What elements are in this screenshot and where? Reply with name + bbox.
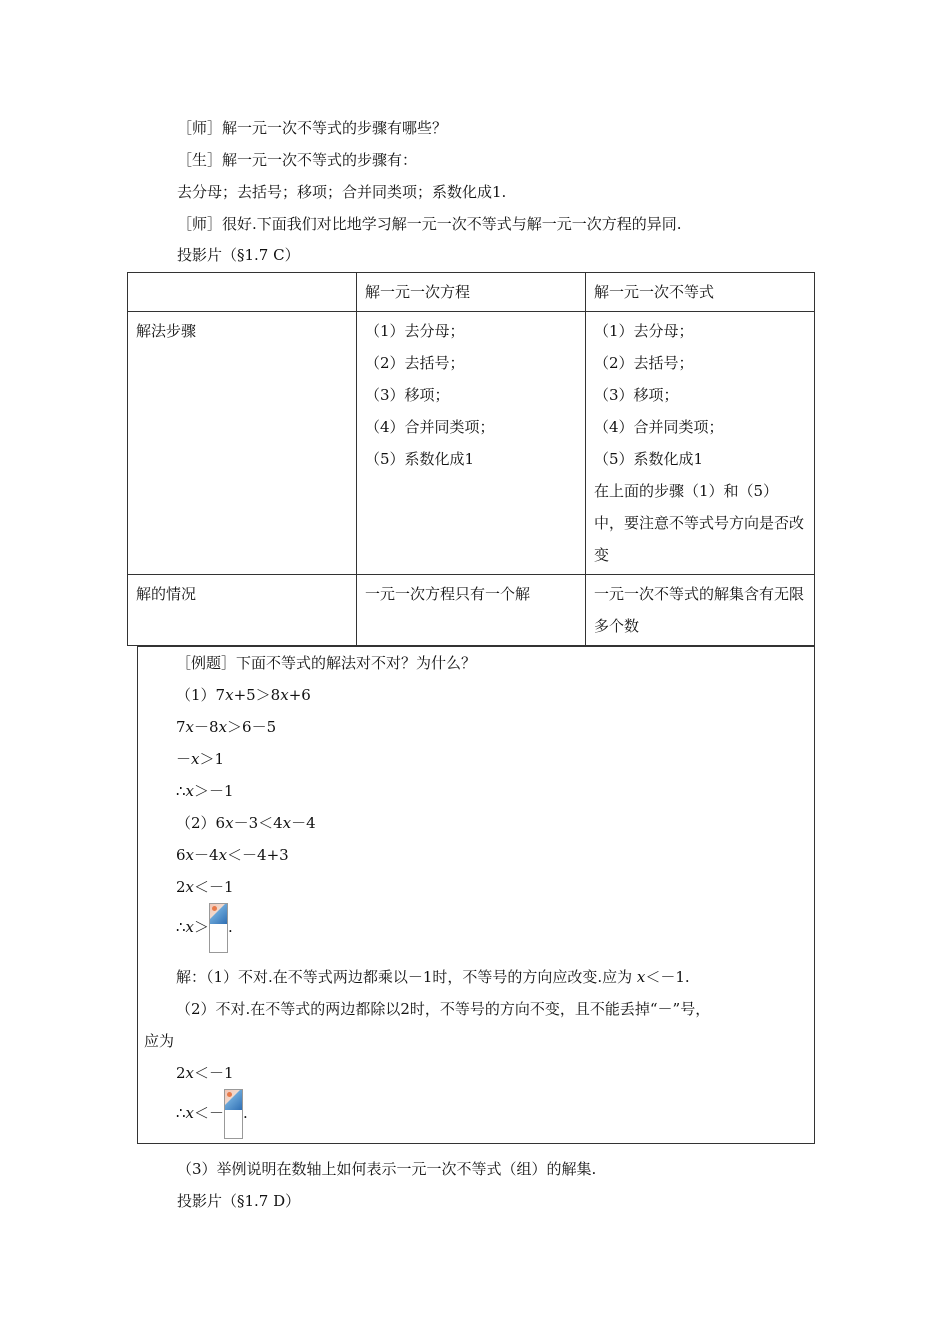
problem-2-step-3: ∴x＞ . bbox=[176, 903, 233, 953]
list-item: （2）去括号； bbox=[593, 354, 694, 372]
table-row-solutions bbox=[128, 575, 815, 646]
solution-2-line-2: 应为 bbox=[144, 1032, 175, 1050]
equation-steps-cell bbox=[356, 312, 585, 575]
list-item: （3）移项； bbox=[364, 386, 450, 404]
equation-solution-cell: 一元一次方程只有一个解 bbox=[356, 575, 585, 646]
list-item: （2）去括号； bbox=[364, 354, 465, 372]
inequality-note: 在上面的步骤（1）和（5）中，要注意不等式号方向是否改变 bbox=[593, 482, 804, 564]
problem-1-step-2: －x＞1 bbox=[176, 750, 225, 768]
problem-2-step-2: 2x＜－1 bbox=[176, 878, 234, 896]
table-row-steps bbox=[128, 312, 815, 575]
example-title: ［例题］下面不等式的解法对不对？为什么？ bbox=[176, 654, 477, 672]
steps-list: 去分母；去括号；移项；合并同类项；系数化成1. bbox=[177, 183, 507, 201]
header-cell-equation: 解一元一次方程 bbox=[356, 273, 585, 312]
teacher-comment: ［师］很好.下面我们对比地学习解一元一次不等式与解一元一次方程的异同. bbox=[177, 215, 682, 233]
example-box bbox=[137, 646, 815, 1144]
problem-2: （2）6x－3＜4x－4 bbox=[176, 814, 316, 832]
problem-1: （1）7x+5＞8x+6 bbox=[176, 686, 311, 704]
problem-2-step-1: 6x－4x＜－4+3 bbox=[176, 846, 289, 864]
table-header-row bbox=[128, 273, 815, 312]
list-item: （5）系数化成1 bbox=[593, 450, 704, 468]
list-item: （4）合并同类项； bbox=[593, 418, 724, 436]
broken-image-icon bbox=[224, 1089, 243, 1139]
inequality-solution-cell: 一元一次不等式的解集含有无限多个数 bbox=[585, 575, 814, 646]
broken-image-icon bbox=[209, 903, 228, 953]
list-item: （1）去分母； bbox=[593, 322, 694, 340]
teacher-question: ［师］解一元一次不等式的步骤有哪些？ bbox=[177, 119, 448, 137]
slide-caption-c: 投影片（§1.7 C） bbox=[177, 246, 300, 264]
point-3: （3）举例说明在数轴上如何表示一元一次不等式（组）的解集. bbox=[177, 1160, 597, 1178]
list-item: （5）系数化成1 bbox=[364, 450, 475, 468]
header-cell-empty bbox=[128, 273, 357, 312]
row-label-solutions: 解的情况 bbox=[128, 575, 357, 646]
problem-1-step-3: ∴x＞－1 bbox=[176, 782, 234, 800]
list-item: （3）移项； bbox=[593, 386, 679, 404]
problem-1-step-1: 7x－8x＞6－5 bbox=[176, 718, 277, 736]
header-cell-inequality: 解一元一次不等式 bbox=[585, 273, 814, 312]
solution-2-step-1: 2x＜－1 bbox=[176, 1064, 234, 1082]
solution-2-step-2: ∴x＜－ . bbox=[176, 1089, 248, 1139]
inequality-steps-cell bbox=[585, 312, 814, 575]
row-label-steps: 解法步骤 bbox=[128, 312, 357, 575]
slide-caption-d: 投影片（§1.7 D） bbox=[177, 1192, 301, 1210]
list-item: （4）合并同类项； bbox=[364, 418, 495, 436]
list-item: （1）去分母； bbox=[364, 322, 465, 340]
solution-1: 解：（1）不对.在不等式两边都乘以－1时，不等号的方向应改变.应为 x＜－1. bbox=[176, 968, 690, 986]
comparison-table bbox=[127, 272, 815, 646]
solution-2-line-1: （2）不对.在不等式的两边都除以2时，不等号的方向不变，且不能丢掉“－”号， bbox=[176, 1000, 711, 1018]
student-answer: ［生］解一元一次不等式的步骤有： bbox=[177, 151, 418, 169]
